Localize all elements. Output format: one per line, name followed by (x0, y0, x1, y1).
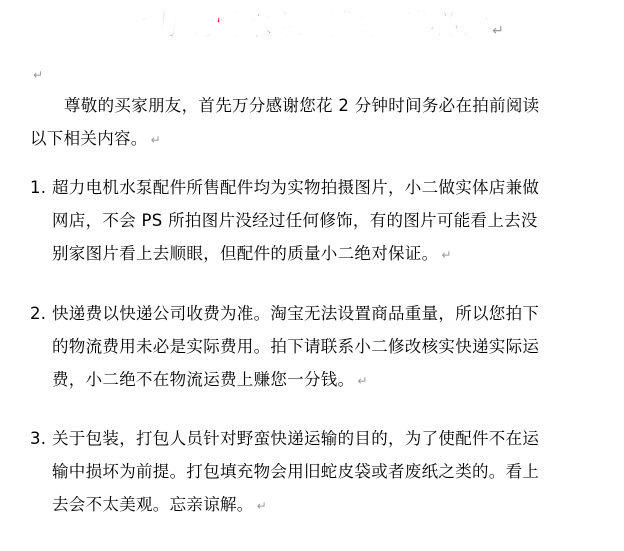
title-text: 超力电机水泵配件拍前必读 (119, 8, 492, 43)
intro-paragraph (30, 89, 620, 157)
list-item-line (30, 204, 620, 237)
list-item-line (30, 237, 620, 272)
list-item (30, 297, 620, 398)
empty-paragraph (30, 64, 43, 84)
document-title (0, 6, 624, 51)
list-item-number: 3. (30, 429, 47, 448)
list-item-text: 别家图片看上去顺眼，但配件的质量小二绝对保证。 (52, 244, 439, 263)
paragraph-mark-icon: ↵ (357, 374, 368, 388)
list-item-line (30, 422, 620, 455)
list-item-text: 超力电机水泵配件所售配件均为实物拍摄图片，小二做实体店兼做 (52, 178, 540, 197)
list-item-text: 的物流费用未必是实际费用。拍下请联系小二修改核实快递实际运 (52, 337, 540, 356)
list-item-text: 快递费以快递公司收费为准。淘宝无法设置商品重量，所以您拍下 (52, 304, 540, 323)
paragraph-mark-icon: ↵ (492, 23, 505, 39)
intro-line-1: 尊敬的买家朋友，首先万分感谢您花 2 分钟时间务必在拍前阅读 (64, 96, 540, 115)
list-item (30, 422, 620, 523)
paragraph-mark-icon: ↵ (256, 499, 267, 513)
list-item-line (30, 363, 620, 398)
list-item-line (30, 455, 620, 488)
list-item-number: 1. (30, 178, 47, 197)
list-item-text: 费，小二绝不在物流运费上赚您一分钱。 (52, 370, 355, 389)
list-item-number: 2. (30, 304, 47, 323)
list-item-text: 输中损坏为前提。打包填充物会用旧蛇皮袋或者废纸之类的。看上 (52, 462, 540, 481)
intro-line-2: 以下相关内容。 (30, 129, 148, 148)
list-item-line (30, 297, 620, 330)
list-item-line (30, 171, 620, 204)
list-item-line (30, 488, 620, 523)
list-item-text: 关于包装，打包人员针对野蛮快递运输的目的，为了使配件不在运 (52, 429, 540, 448)
paragraph-mark-icon: ↵ (441, 248, 452, 262)
paragraph-mark-icon: ↵ (150, 133, 161, 147)
list-item (30, 171, 620, 272)
list-item-text: 去会不太美观。忘亲谅解。 (52, 495, 254, 514)
list-item-text: 网店，不会 PS 所拍图片没经过任何修饰，有的图片可能看上去没 (52, 211, 538, 230)
list-item-line (30, 330, 620, 363)
paragraph-mark-icon: ↵ (33, 68, 44, 82)
